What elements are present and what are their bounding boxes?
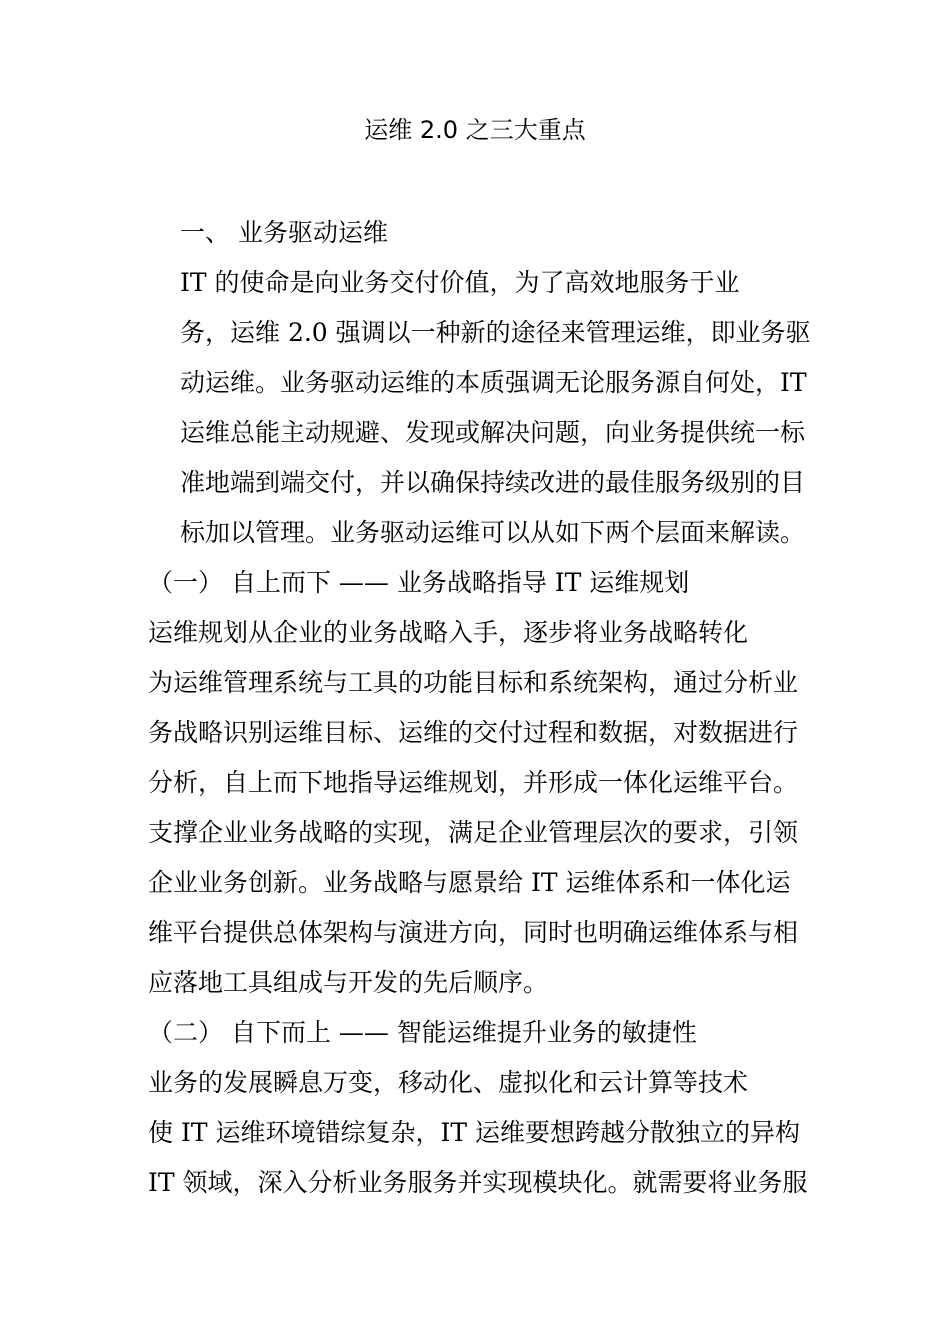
paragraph-line: 务，运维 2.0 强调以一种新的途径来管理运维，即业务驱 <box>180 318 811 347</box>
paragraph-line: 使 IT 运维环境错综复杂，IT 运维要想跨越分散独立的异构 <box>148 1118 800 1147</box>
section-heading: 一、 业务驱动运维 <box>180 218 388 247</box>
subsection-heading: （一） 自上而下 —— 业务战略指导 IT 运维规划 <box>148 568 690 597</box>
paragraph-line: 准地端到端交付，并以确保持续改进的最佳服务级别的目 <box>180 468 806 497</box>
paragraph-line: 维平台提供总体架构与演进方向，同时也明确运维体系与相 <box>148 918 799 947</box>
paragraph-line: 动运维。业务驱动运维的本质强调无论服务源自何处，IT <box>180 368 807 397</box>
paragraph-line: 为运维管理系统与工具的功能目标和系统架构，通过分析业 <box>148 668 799 697</box>
paragraph-line: 标加以管理。业务驱动运维可以从如下两个层面来解读。 <box>180 518 806 547</box>
paragraph-line: IT 的使命是向业务交付价值，为了高效地服务于业 <box>180 268 740 297</box>
paragraph-line: 业务的发展瞬息万变，移动化、虚拟化和云计算等技术 <box>148 1068 749 1097</box>
paragraph-line: 应落地工具组成与开发的先后顺序。 <box>148 968 549 997</box>
paragraph-line: 支撑企业业务战略的实现，满足企业管理层次的要求，引领 <box>148 818 799 847</box>
paragraph-line: 企业业务创新。业务战略与愿景给 IT 运维体系和一体化运 <box>148 868 791 897</box>
paragraph-line: 运维规划从企业的业务战略入手，逐步将业务战略转化 <box>148 618 749 647</box>
subsection-heading: （二） 自下而上 —— 智能运维提升业务的敏捷性 <box>148 1018 697 1047</box>
paragraph-line: IT 领域，深入分析业务服务并实现模块化。就需要将业务服 <box>148 1168 808 1197</box>
document-title: 运维 2.0 之三大重点 <box>364 116 586 144</box>
paragraph-line: 务战略识别运维目标、运维的交付过程和数据，对数据进行 <box>148 718 799 747</box>
paragraph-line: 分析，自上而下地指导运维规划，并形成一体化运维平台。 <box>148 768 799 797</box>
paragraph-line: 运维总能主动规避、发现或解决问题，向业务提供统一标 <box>180 418 806 447</box>
